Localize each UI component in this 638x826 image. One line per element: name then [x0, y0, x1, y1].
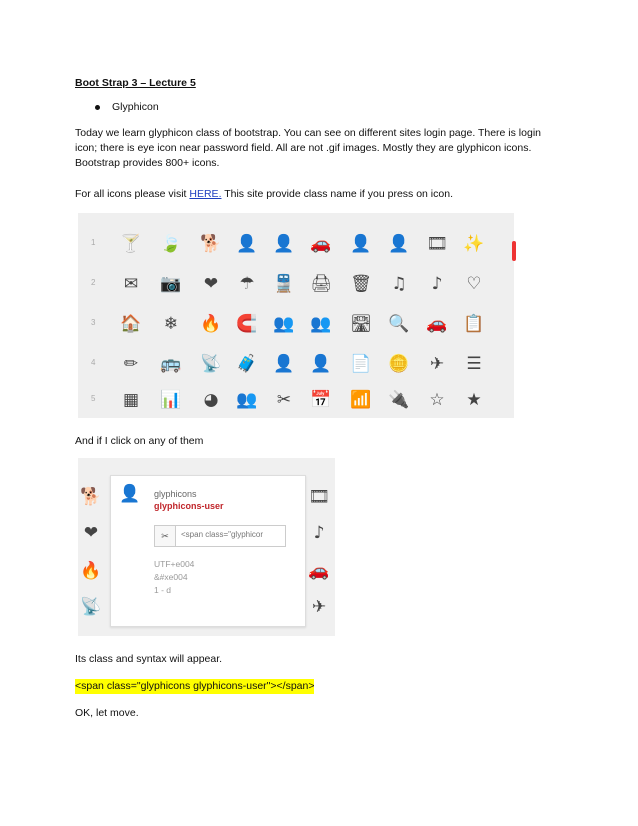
film-icon: 🎞 — [308, 487, 330, 507]
pie-chart-icon: ◕ — [203, 390, 219, 410]
parents-icon: 👥 — [273, 314, 295, 334]
file-icon: 📄 — [350, 354, 372, 374]
search-icon: 🔍 — [388, 314, 410, 334]
user-female-icon: 👤 — [273, 234, 295, 254]
group-icon: 👥 — [236, 390, 258, 410]
code-snippet: <span class="glyphicons glyphicons-user"></span> — [75, 680, 315, 692]
car-icon: 🚗 — [310, 234, 332, 254]
bar-chart-icon: 📊 — [160, 390, 182, 410]
home-icon: 🏠 — [120, 314, 142, 334]
row-number: 4 — [91, 358, 96, 367]
train-icon: 🚆 — [273, 274, 295, 294]
class-paragraph: Its class and syntax will appear. — [75, 653, 223, 665]
magnet-icon: 🧲 — [236, 314, 258, 334]
library-name: glyphicons — [154, 489, 197, 499]
cocktail-icon: 🍸 — [120, 234, 142, 254]
document-title: Boot Strap 3 – Lecture 5 — [75, 77, 196, 89]
calendar-icon: 📅 — [310, 390, 332, 410]
coins-icon: 🪙 — [388, 354, 410, 374]
heart-icon: ❤ — [203, 274, 219, 294]
heart-icon: ❤ — [83, 523, 99, 543]
print-icon: 🖨 — [310, 274, 332, 294]
row-number: 2 — [91, 278, 96, 287]
envelope-icon: ✉ — [123, 274, 139, 294]
camera-icon: 📷 — [160, 274, 182, 294]
grid-row-4 — [78, 349, 514, 379]
snippet-text: <span class="glyphicor — [181, 530, 263, 539]
road-icon: 🛣 — [350, 314, 372, 334]
grid-row-3 — [78, 309, 514, 339]
grid-row-2 — [78, 269, 514, 299]
pencil-icon: ✏ — [123, 354, 139, 374]
intro-paragraph: Today we learn glyphicon class of bootstrap. You can see on different sites login page. There is login icon; there is eye icon near password field. All are not .gif images. Mostly they are glyphicon icons. Bootstrap provides 800+ icons. — [75, 127, 541, 169]
magic-wand-icon: ✨ — [463, 234, 485, 254]
grid-position-value: 1 - d — [154, 585, 172, 595]
bullet-text: Glyphicon — [112, 101, 159, 113]
film-icon: 🎞 — [426, 234, 448, 254]
row-number: 1 — [91, 238, 96, 247]
wifi-alt-icon: 📡 — [80, 597, 102, 617]
router-icon: 📶 — [350, 390, 372, 410]
bullet-dot — [95, 105, 100, 110]
here-link[interactable]: HERE. — [189, 188, 222, 200]
luggage-icon: 🧳 — [236, 354, 258, 374]
woman-icon: 👤 — [310, 354, 332, 374]
leaf-icon: 🍃 — [160, 234, 182, 254]
binoculars-icon: 👥 — [310, 314, 332, 334]
star-icon: ★ — [466, 390, 482, 410]
keys-icon: ✂ — [276, 390, 292, 410]
cars-icon: 🚗 — [308, 561, 330, 581]
icon-detail-card — [110, 475, 306, 627]
scissors-icon[interactable]: ✂ — [155, 526, 176, 546]
row-number: 3 — [91, 318, 96, 327]
glyphicon-detail-image — [78, 458, 335, 636]
wifi-alt-icon: 📡 — [200, 354, 222, 374]
user-icon: 👤 — [236, 234, 258, 254]
dog-icon: 🐕 — [80, 487, 102, 507]
heart-empty-icon: ♡ — [466, 274, 482, 294]
user-settings-icon: 👤 — [388, 234, 410, 254]
unicode-value: UTF+e004 — [154, 559, 195, 569]
link-paragraph-suffix: This site provide class name if you press on icon. — [221, 188, 453, 200]
fire-icon: 🔥 — [200, 314, 222, 334]
star-empty-icon: ☆ — [429, 390, 445, 410]
airplane-icon: ✈ — [429, 354, 445, 374]
grid-row-5 — [78, 385, 514, 415]
bin-icon: 🗑 — [350, 274, 372, 294]
html-entity-value: &#xe004 — [154, 572, 188, 582]
music-icon: ♫ — [391, 274, 407, 294]
glyphicon-grid-image — [78, 213, 514, 418]
user-add-icon: 👤 — [350, 234, 372, 254]
grid-row-1 — [78, 229, 514, 259]
notes-icon: 📋 — [463, 314, 485, 334]
click-paragraph: And if I click on any of them — [75, 435, 204, 447]
note-icon: ♪ — [431, 274, 443, 294]
dog-icon: 🐕 — [200, 234, 222, 254]
flash-drive-icon: 🔌 — [388, 390, 410, 410]
link-paragraph — [75, 187, 453, 202]
user-icon: 👤 — [119, 484, 141, 504]
old-man-icon: 👤 — [273, 354, 295, 374]
snowflake-icon: ❄ — [163, 314, 179, 334]
bus-icon: 🚌 — [160, 354, 182, 374]
beach-umbrella-icon: ☂ — [239, 274, 255, 294]
link-paragraph-prefix: For all icons please visit — [75, 188, 190, 200]
note-icon: ♪ — [313, 523, 325, 543]
cars-icon: 🚗 — [426, 314, 448, 334]
closing-paragraph: OK, let move. — [75, 707, 139, 719]
fire-icon: 🔥 — [80, 561, 102, 581]
copy-snippet-field[interactable] — [154, 525, 286, 547]
list-icon: ☰ — [466, 354, 482, 374]
stats-grid-icon: ▦ — [122, 390, 140, 410]
class-name: glyphicons-user — [154, 501, 224, 511]
bullet-item — [95, 100, 159, 115]
airplane-icon: ✈ — [311, 597, 327, 617]
row-number: 5 — [91, 394, 96, 403]
